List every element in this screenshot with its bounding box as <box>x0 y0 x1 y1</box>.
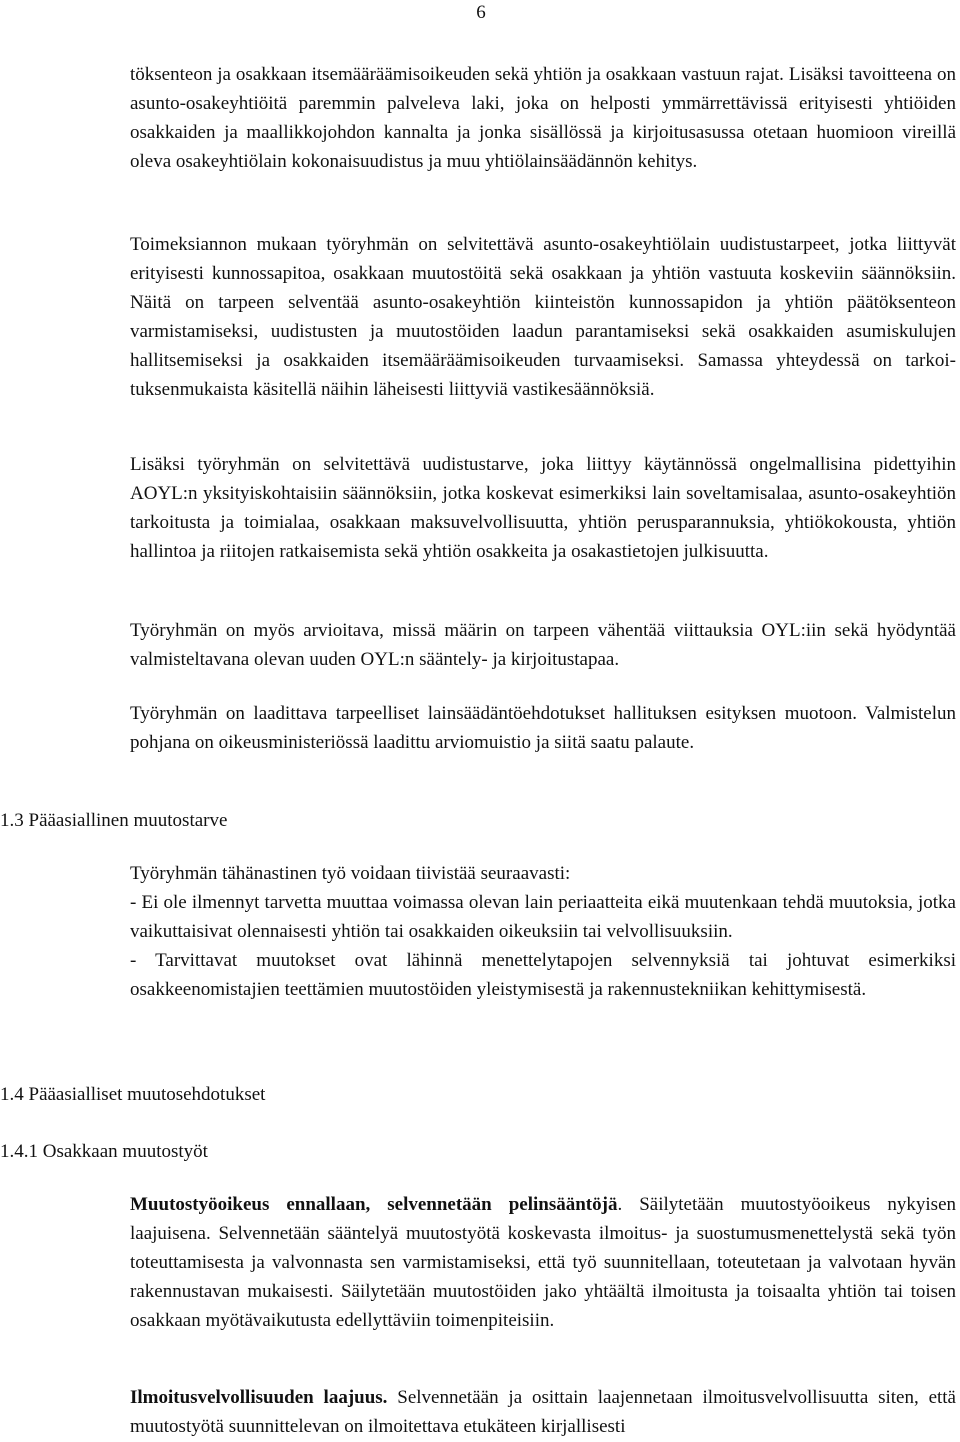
page-number: 6 <box>476 2 486 23</box>
paragraph-legislative-proposals: Työryhmän on laadittava tarpeelliset lainsäädäntöehdotukset hallituksen esityksen muotoon. Valmistelun pohjana on oikeusministeriössä laadittu arviomuistio ja siitä saatu palaute. <box>130 703 956 753</box>
paragraph-lead-bold: Muutostyöoikeus ennallaan, selvennetään pelinsääntöjä <box>130 1194 618 1215</box>
paragraph-body: . Säilytetään muutostyöoikeus nykyisen laajuisena. Selvennetään sääntelyä muutostyötä koskevasta ilmoitus- ja suostumusmenettelystä sekä työn toteuttamisesta ja valvonnasta sen varmistamiseksi, että työ suunnitellaan, toteutetaan ja valvotaan hyvän rakennustavan mukaisesti. Säilytetään muutostöiden jako yhtäältä ilmoitusta ja toisaalta yhtiön tai toisen osakkaan myötävaikutusta edellyttäviin toimenpiteisiin. <box>130 1194 956 1331</box>
paragraph-notification-duty <box>130 1383 956 1441</box>
paragraph-goals: töksenteon ja osakkaan itsemääräämisoikeuden sekä yhtiön ja osakkaan vastuun rajat. Lisäksi tavoitteena on asunto-osakeyhtiöitä paremmin palveleva laki, joka on helposti ymmärrettävissä erityisesti yhtiöiden osakkaiden ja maallikkojohdon kannalta ja jonka sisällössä ja kirjoitusasussa otetaan huomioon vireillä oleva osakeyhtiölain kokonaisuudistus ja muu yhtiölainsäädännön kehitys. <box>130 64 956 172</box>
summary-intro: Työryhmän tähänastinen työ voidaan tiivistää seuraavasti: <box>130 863 571 884</box>
section-heading-1-4-1: 1.4.1 Osakkaan muutostyöt <box>0 1141 208 1162</box>
summary-bullet: - Ei ole ilmennyt tarvetta muuttaa voimassa olevan lain periaatteita eikä muutenkaan tehdä muutoksia, jotka vaikuttaisivat olennaisesti yhtiön tai osakkaiden oikeuksiin tai velvollisuuksiin. <box>130 892 956 942</box>
summary-bullet: - Tarvittavat muutokset ovat lähinnä menettelytapojen selvennyksiä tai johtuvat esimerkiksi osakkeenomistajien teettämien muutostöiden yleistymisestä ja rakennustekniikan kehittymisestä. <box>130 950 956 1000</box>
paragraph-lead-bold: Ilmoitusvelvollisuuden laajuus. <box>130 1387 388 1408</box>
summary-block <box>130 859 956 1004</box>
paragraph-oyl-references: Työryhmän on myös arvioitava, missä määrin on tarpeen vähentää viittauksia OYL:iin sekä hyödyntää valmisteltavana olevan uuden OYL:n sääntely- ja kirjoitustapaa. <box>130 620 956 670</box>
paragraph-renovation-right <box>130 1190 956 1335</box>
section-heading-1-3: 1.3 Pääasiallinen muutostarve <box>0 810 228 831</box>
paragraph-mandate: Toimeksiannon mukaan työryhmän on selvitettävä asunto-osakeyhtiölain uudistustarpeet, jotka liittyvät erityisesti kunnossapitoa, osakkaan muutostöitä sekä osakkaan ja yhtiön vastuuta koskeviin säännöksiin. Näitä on tarpeen selventää asunto-osakeyhtiön kiinteistön kunnossapidon ja yhtiön päätöksenteon varmistamiseksi, uudistusten ja muutostöiden laadun parantamiseksi sekä osakkaiden asumiskulujen hallitsemiseksi ja osakkaiden itsemääräämisoikeuden turvaamiseksi. Samassa yhteydessä on tarkoituksenmukaista käsitellä näihin läheisesti liittyviä vastikesäännöksiä. <box>130 234 956 400</box>
paragraph-reform-need: Lisäksi työryhmän on selvitettävä uudistustarve, joka liittyy käytännössä ongelmallisina pidettyihin AOYL:n yksityiskohtaisiin säännöksiin, jotka koskevat esimerkiksi lain soveltamisalaa, asunto-osakeyhtiön tarkoitusta ja toimialaa, osakkaan maksuvelvollisuutta, yhtiön perusparannuksia, yhtiökokousta, yhtiön hallintoa ja riitojen ratkaisemista sekä yhtiön osakkeita ja osakastietojen julkisuutta. <box>130 454 956 562</box>
section-heading-1-4: 1.4 Pääasialliset muutosehdotukset <box>0 1084 266 1105</box>
paragraph-body: Selvennetään ja osittain laajennetaan ilmoitusvelvollisuutta siten, että muutostyötä suunnittelevan on ilmoitettava etukäteen kirjallisesti <box>130 1387 956 1437</box>
